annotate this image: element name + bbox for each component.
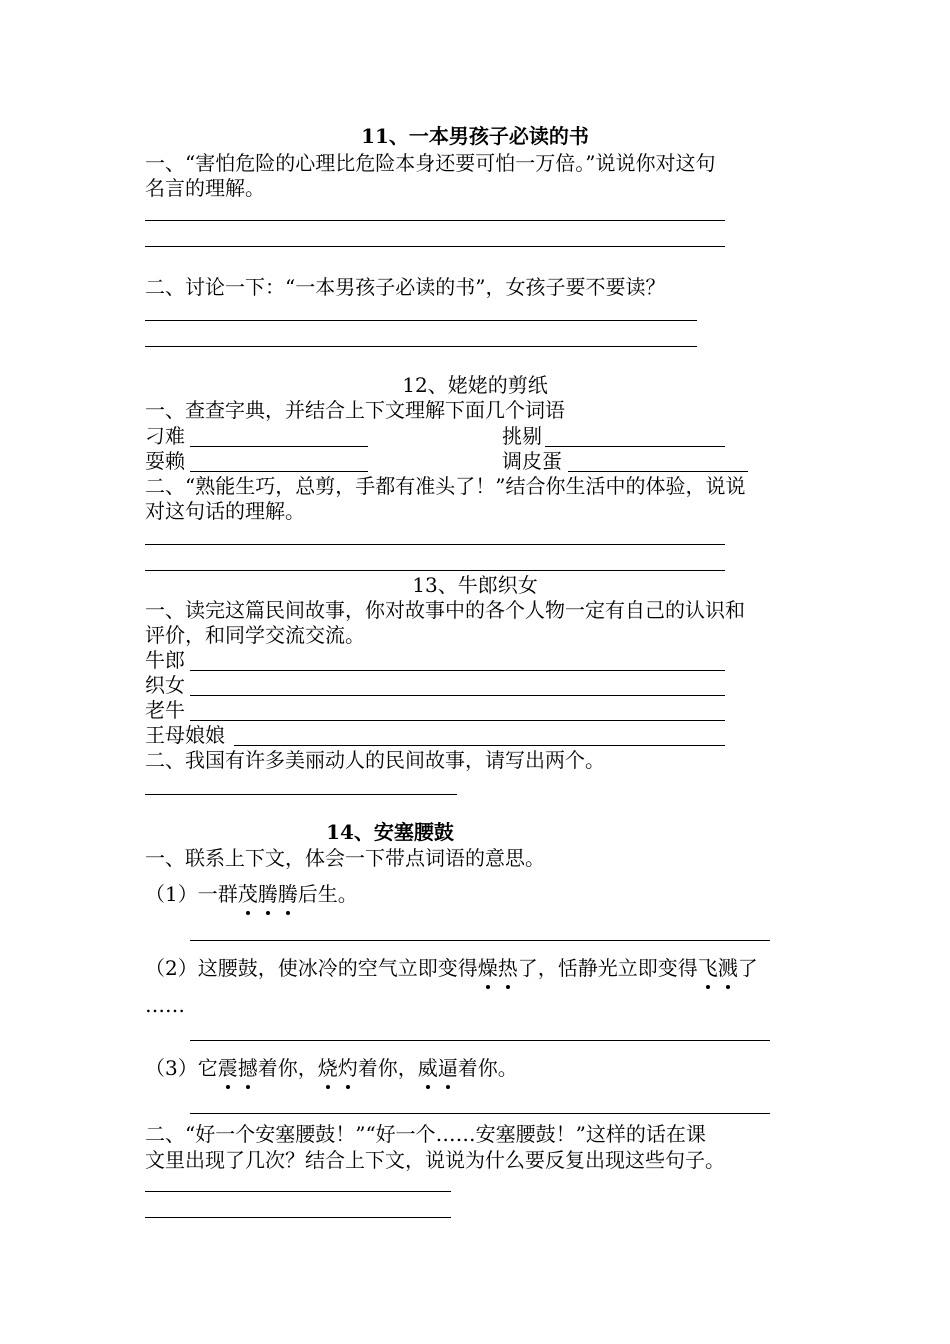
answer-line[interactable] [145,570,725,571]
word-label: 挑剔 [502,424,542,448]
sentence-3: （3）它震撼着你，烧灼着你，威逼着你。 [145,1056,518,1080]
dotted-char: 腾 [277,882,298,906]
dotted-char: 腾 [257,882,278,906]
answer-line[interactable] [145,346,697,347]
dotted-char: 燥 [477,956,498,980]
answer-line[interactable] [145,794,457,795]
lesson-13-q1-line2: 评价，和同学交流交流。 [145,623,365,647]
answer-line[interactable] [190,720,725,721]
lesson-14-q1: 一、联系上下文，体会一下带点词语的意思。 [145,846,545,870]
answer-line[interactable] [190,446,368,447]
answer-line[interactable] [190,1113,770,1114]
dotted-char: 逼 [437,1056,458,1080]
answer-line[interactable] [545,446,725,447]
answer-line[interactable] [568,471,748,472]
dotted-char: 烧 [317,1056,338,1080]
lesson-12-q2-line1: 二、“熟能生巧，总剪，手都有准头了！”结合你生活中的体验，说说 [145,474,746,498]
dotted-char: 撼 [237,1056,258,1080]
answer-line[interactable] [145,220,725,221]
lesson-11-q2: 二、讨论一下：“一本男孩子必读的书”，女孩子要不要读？ [145,275,666,299]
dotted-char: 茂 [237,882,258,906]
answer-line[interactable] [145,1217,451,1218]
lesson-12-q1: 一、查查字典，并结合上下文理解下面几个词语 [145,398,565,422]
answer-line[interactable] [190,1040,770,1041]
answer-line[interactable] [145,246,725,247]
sentence-2-continued: …… [145,993,185,1017]
character-label: 牛郎 [145,648,185,672]
answer-line[interactable] [190,940,770,941]
lesson-11-q1-line1: 一、“害怕危险的心理比危险本身还要可怕一万倍。”说说你对这句 [145,151,716,175]
answer-line[interactable] [190,670,725,671]
character-label: 老牛 [145,698,185,722]
answer-line[interactable] [190,695,725,696]
dotted-char: 震 [217,1056,238,1080]
dotted-char: 威 [417,1056,438,1080]
word-label: 耍赖 [145,449,185,473]
lesson-14-q2-line2: 文里出现了几次？结合上下文，说说为什么要反复出现这些句子。 [145,1148,725,1172]
lesson-12-q2-line2: 对这句话的理解。 [145,499,305,523]
answer-line[interactable] [145,1191,451,1192]
answer-line[interactable] [145,320,697,321]
lesson-13-q1-line1: 一、读完这篇民间故事，你对故事中的各个人物一定有自己的认识和 [145,598,745,622]
lesson-14-q2-line1: 二、“好一个安塞腰鼓！”“好一个……安塞腰鼓！”这样的话在课 [145,1122,706,1146]
word-label: 刁难 [145,424,185,448]
sentence-2: （2）这腰鼓，使冰冷的空气立即变得燥热了，恬静光立即变得飞溅了 [145,956,758,980]
lesson-14-title: 14、安塞腰鼓 [326,820,454,844]
word-label: 调皮蛋 [502,449,562,473]
dotted-char: 溅 [717,956,738,980]
lesson-13-q2: 二、我国有许多美丽动人的民间故事，请写出两个。 [145,748,605,772]
lesson-13-title: 13、牛郎织女 [412,573,538,597]
answer-line[interactable] [190,471,368,472]
answer-line[interactable] [234,745,725,746]
character-label: 王母娘娘 [145,723,225,747]
dotted-char: 飞 [697,956,718,980]
answer-line[interactable] [145,544,725,545]
lesson-11-title: 11、一本男孩子必读的书 [361,124,589,148]
dotted-char: 热 [497,956,518,980]
character-label: 织女 [145,673,185,697]
sentence-1: （1）一群茂腾腾后生。 [145,882,358,906]
lesson-12-title: 12、姥姥的剪纸 [402,373,548,397]
dotted-char: 灼 [337,1056,358,1080]
lesson-11-q1-line2: 名言的理解。 [145,176,265,200]
